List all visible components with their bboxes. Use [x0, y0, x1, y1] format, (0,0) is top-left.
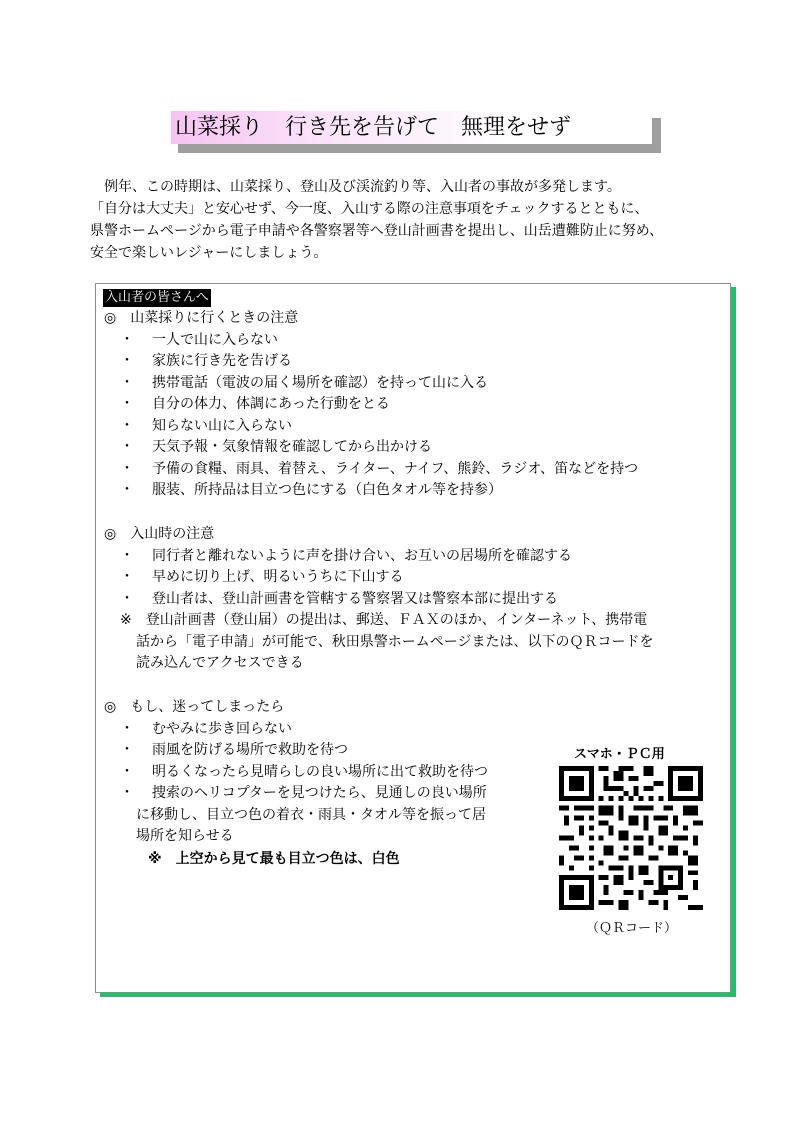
- section-heading-lost: ◎ もし、迷ってしまったら: [104, 699, 285, 715]
- list-item: ・ むやみに歩き回らない: [120, 720, 292, 737]
- page-title-banner: [171, 111, 658, 149]
- note-line: 話から「電子申請」が可能で、秋田県警ホームページまたは、以下のＱＲコードを: [136, 633, 654, 650]
- section-heading-entry: ◎ 入山時の注意: [104, 526, 215, 542]
- list-item: ・ 自分の体力、体調にあった行動をとる: [120, 396, 390, 412]
- list-item: ・ 明るくなったら見晴らしの良い場所に出て救助を待つ: [120, 763, 488, 780]
- note-line: ※ 登山計画書（登山届）の提出は、郵送、ＦＡＸのほか、インターネット、携帯電: [120, 612, 648, 628]
- list-item-continuation: 場所を知らせる: [136, 828, 234, 844]
- intro-text: [90, 176, 750, 264]
- notice-box: [95, 283, 731, 993]
- list-item: ・ 家族に行き先を告げる: [120, 353, 292, 369]
- list-item: ・ 服装、所持品は目立つ色にする（白色タオル等を持参）: [120, 482, 502, 498]
- list-item-continuation: に移動し、目立つ色の着衣・雨具・タオル等を振って居: [136, 806, 486, 823]
- list-item: ・ 登山者は、登山計画書を管轄する警察署又は警察本部に提出する: [120, 590, 558, 607]
- page-title: 山菜採り 行き先を告げて 無理をせず: [171, 111, 652, 144]
- list-item: ・ 同行者と離れないように声を掛け合い、お互いの居場所を確認する: [120, 547, 572, 564]
- notice-tag: 入山者の皆さんへ: [105, 290, 209, 305]
- note-line: 読み込んでアクセスできる: [136, 655, 304, 671]
- intro-line: 県警ホームページから電子申請や各警察署等へ登山計画書を提出し、山岳遭難防止に努め、: [90, 223, 664, 239]
- list-item: ・ 一人で山に入らない: [120, 331, 278, 348]
- intro-line: 「自分は大丈夫」と安心せず、今一度、入山する際の注意事項をチェックするとともに、: [90, 201, 649, 217]
- list-item: ・ 予備の食糧、雨具、着替え、ライター、ナイフ、熊鈴、ラジオ、笛などを持つ: [120, 460, 639, 477]
- note-line-white: ※ 上空から見て最も目立つ色は、白色: [148, 851, 400, 867]
- qr-label: （ＱＲコード）: [586, 921, 678, 936]
- list-item: ・ 知らない山に入らない: [120, 417, 292, 434]
- list-item: ・ 捜索のヘリコプターを見つけたら、見通しの良い場所: [120, 785, 487, 801]
- list-item: ・ 天気予報・気象情報を確認してから出かける: [120, 439, 432, 455]
- list-item: ・ 早めに切り上げ、明るいうちに下山する: [120, 569, 404, 585]
- list-item: ・ 携帯電話（電波の届く場所を確認）を持って山に入る: [120, 374, 488, 391]
- intro-line: 例年、この時期は、山菜採り、登山及び渓流釣り等、入山者の事故が多発します。: [90, 179, 621, 195]
- qr-code[interactable]: [559, 766, 703, 910]
- section-heading-sansai: ◎ 山菜採りに行くときの注意: [104, 310, 299, 326]
- intro-line: 安全で楽しいレジャーにしましょう。: [90, 245, 328, 261]
- qr-caption: スマホ・ＰＣ用: [574, 747, 665, 762]
- list-item: ・ 雨風を防げる場所で救助を待つ: [120, 742, 348, 758]
